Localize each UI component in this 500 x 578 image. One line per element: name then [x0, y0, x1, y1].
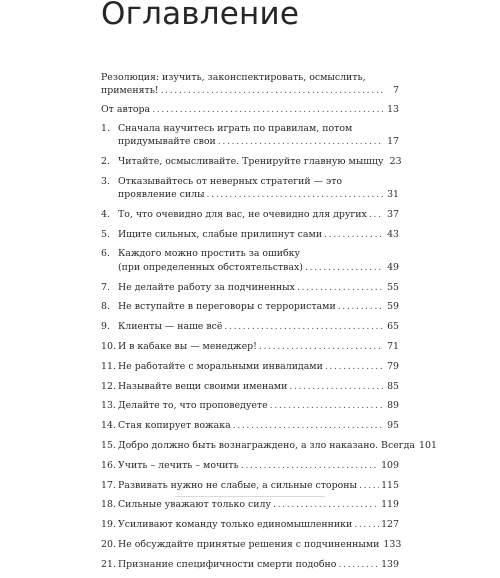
page-number: 89: [387, 400, 399, 412]
toc-entry: [101, 103, 399, 116]
page-title: Оглавление: [101, 0, 300, 32]
entry-title: Читайте, осмысливайте. Тренируйте главную мышцу: [118, 155, 384, 167]
entry-title: От автора: [101, 104, 151, 115]
toc-entry: [101, 320, 399, 333]
entry-leader-line: [101, 360, 399, 373]
dot-leader: [359, 479, 379, 492]
entry-leader-line: [101, 261, 399, 274]
page-number: 139: [381, 558, 399, 570]
page-number: 127: [381, 519, 399, 531]
dot-leader: [259, 340, 383, 353]
entry-title: Ищите сильных, слабые прилипнут сами: [118, 228, 323, 240]
dot-leader: [324, 228, 383, 241]
entry-leader-line: [101, 103, 399, 116]
page-number: 71: [387, 340, 399, 352]
entry-title: проявление силы: [118, 189, 205, 200]
page-number: 49: [387, 261, 399, 273]
dot-leader: [273, 498, 379, 511]
dot-leader: [289, 380, 383, 393]
dot-leader: [152, 103, 383, 116]
entry-title: Не вступайте в переговоры с террористами: [118, 301, 336, 313]
chapter-number: 3.: [101, 175, 110, 187]
entry-title-line: Отказывайтесь от неверных стратегий — это: [118, 175, 343, 187]
page-number: 55: [387, 281, 399, 293]
toc-entry: [101, 155, 402, 168]
chapter-number: 1.: [101, 122, 110, 134]
chapter-number: 6.: [101, 248, 110, 260]
entry-title: Сильные уважают только силу: [118, 499, 271, 511]
page-number: 115: [381, 479, 399, 491]
chapter-number: 21.: [101, 558, 116, 570]
toc-entry: [101, 175, 399, 202]
entry-leader-line: [101, 498, 399, 511]
entry-leader-line: [101, 479, 399, 492]
chapter-number: 8.: [101, 301, 110, 313]
toc-entry: [101, 340, 399, 353]
page-number: 7: [393, 85, 399, 97]
toc-entry: [101, 247, 399, 274]
toc-entry: [101, 281, 399, 294]
dot-leader: [369, 208, 383, 221]
chapter-number: 17.: [101, 479, 116, 491]
dot-leader: [218, 135, 383, 148]
dot-leader: [338, 558, 379, 571]
entry-leader-line: [101, 459, 399, 472]
page-number: 43: [387, 228, 399, 240]
chapter-number: 2.: [101, 155, 110, 167]
toc-entry: [101, 228, 399, 241]
entry-leader-line: [101, 188, 399, 201]
entry-leader-line: [101, 300, 399, 313]
entry-leader-line: [101, 84, 399, 97]
chapter-number: 20.: [101, 538, 116, 550]
entry-title: Не работайте с моральными инвалидами: [118, 360, 323, 372]
page-number: 79: [387, 360, 399, 372]
entry-title: (при определенных обстоятельствах): [118, 261, 303, 273]
toc-entry: [101, 518, 399, 531]
dot-leader: [297, 281, 383, 294]
dot-leader: [305, 261, 383, 274]
page-number: 85: [387, 380, 399, 392]
page-number: 23: [389, 155, 402, 167]
chapter-number: 14.: [101, 420, 116, 432]
entry-leader-line: [101, 155, 402, 168]
page-number: 133: [383, 538, 402, 550]
chapter-number: 9.: [101, 321, 110, 333]
toc-entry: [101, 459, 399, 472]
entry-leader-line: [101, 228, 399, 241]
dot-leader: [241, 459, 379, 472]
entry-leader-line: [101, 380, 399, 393]
dot-leader: [207, 188, 383, 201]
chapter-number: 18.: [101, 499, 116, 511]
dot-leader: [338, 300, 383, 313]
page-number: 37: [387, 208, 399, 220]
entry-title: Делайте то, что проповедуете: [118, 400, 268, 412]
entry-leader-line: [101, 135, 399, 148]
chapter-number: 15.: [101, 439, 116, 451]
toc-entry: [101, 498, 399, 511]
table-of-contents: [101, 71, 437, 578]
entry-title: Стая копирует вожака: [118, 420, 231, 432]
toc-entry: [101, 439, 437, 452]
chapter-number: 16.: [101, 459, 116, 471]
entry-title: Признание специфичности смерти подобно: [118, 558, 337, 570]
toc-entry: [101, 300, 399, 313]
entry-title: Не обсуждайте принятые решения с подчиненными: [118, 538, 380, 550]
chapter-number: 13.: [101, 400, 116, 412]
entry-title-line: Каждого можно простить за ошибку: [118, 248, 301, 260]
toc-entry: [101, 360, 399, 373]
page-number: 65: [387, 321, 399, 333]
entry-title: Добро должно быть вознаграждено, а зло наказано. Всегда: [118, 439, 416, 451]
toc-entry: [101, 419, 399, 432]
entry-leader-line: [101, 419, 399, 432]
toc-entry: [101, 208, 399, 221]
chapter-number: 12.: [101, 380, 116, 392]
entry-leader-line: [101, 208, 399, 221]
dot-leader: [354, 518, 379, 531]
entry-title: Развивать нужно не слабые, а сильные стороны: [118, 479, 357, 491]
page-number: 109: [381, 459, 399, 471]
entry-title-line: Резолюция: изучить, законспектировать, осмыслить,: [101, 72, 366, 83]
page-number: 17: [387, 136, 399, 147]
chapter-number: 11.: [101, 360, 116, 372]
chapter-number: 10.: [101, 340, 116, 352]
toc-entry: [101, 71, 399, 98]
entry-leader-line: [101, 538, 402, 551]
dot-leader: [270, 399, 383, 412]
page-number: 59: [387, 301, 399, 313]
dot-leader: [161, 84, 383, 97]
entry-title: Учить – лечить – мочить: [118, 459, 239, 471]
entry-title: И в кабаке вы — менеджер!: [118, 340, 257, 352]
entry-title: Называйте вещи своими именами: [118, 380, 288, 392]
toc-entry: [101, 558, 399, 571]
toc-entry: [101, 122, 399, 149]
entry-title: придумывайте свои: [118, 136, 216, 147]
dot-leader: [224, 320, 383, 333]
entry-title: То, что очевидно для вас, не очевидно для других: [118, 208, 367, 220]
entry-leader-line: [101, 518, 399, 531]
entry-title: Не делайте работу за подчиненных: [118, 281, 295, 293]
entry-leader-line: [101, 399, 399, 412]
toc-entry: [101, 380, 399, 393]
entry-title: применять!: [101, 85, 159, 97]
bottom-divider: [175, 496, 325, 497]
toc-entry: [101, 538, 402, 551]
page-number: 13: [387, 104, 399, 115]
page-number: 31: [387, 189, 399, 200]
chapter-number: 7.: [101, 281, 110, 293]
entry-leader-line: [101, 439, 437, 452]
chapter-number: 4.: [101, 208, 110, 220]
entry-leader-line: [101, 320, 399, 333]
toc-entry: [101, 479, 399, 492]
chapter-number: 19.: [101, 519, 116, 531]
entry-title-line: Сначала научитесь играть по правилам, потом: [118, 122, 353, 134]
entry-leader-line: [101, 340, 399, 353]
entry-leader-line: [101, 281, 399, 294]
toc-entry: [101, 399, 399, 412]
chapter-number: 5.: [101, 228, 110, 240]
entry-title: Усиливают команду только единомышленники: [118, 519, 353, 531]
entry-title: Клиенты — наше всё: [118, 321, 223, 333]
page-number: 95: [387, 420, 399, 432]
page-number: 101: [419, 439, 437, 451]
dot-leader: [325, 360, 383, 373]
dot-leader: [233, 419, 383, 432]
page-number: 119: [381, 499, 399, 511]
entry-leader-line: [101, 558, 399, 571]
